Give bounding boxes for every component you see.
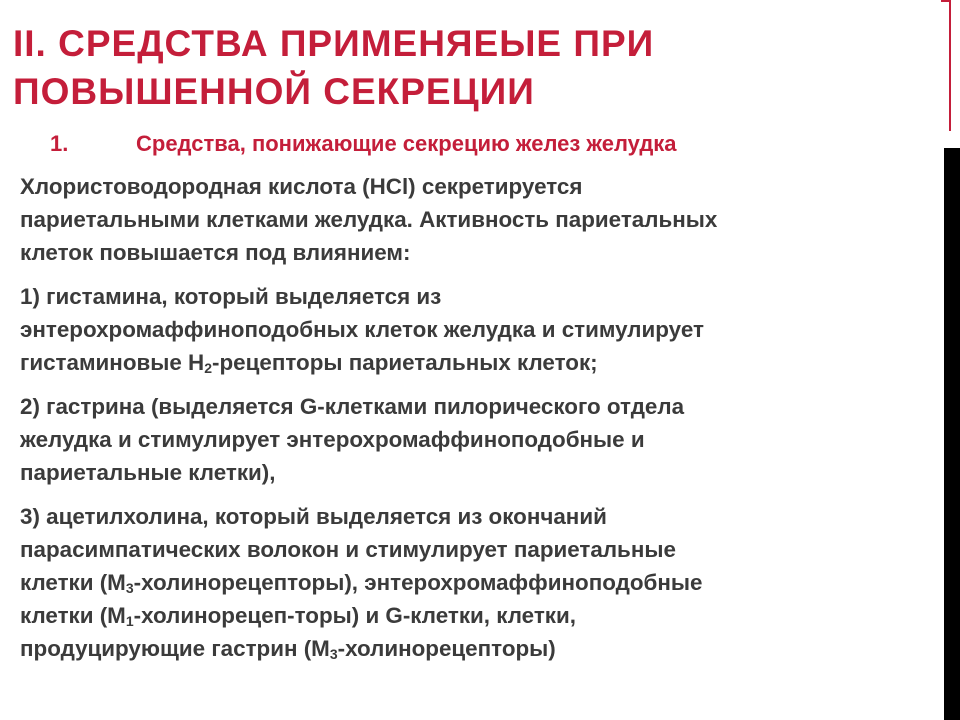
subscript: 1 — [125, 613, 134, 629]
slide-title-line-2: ПОВЫШЕННОЙ СЕКРЕЦИИ — [13, 71, 535, 112]
text-segment: -холинорецепторы) — [337, 636, 556, 661]
intro-line: Хлористоводородная кислота (HCl) секретируется — [20, 174, 583, 199]
text-segment: -холинорецепторы), энтерохромаффиноподобные — [133, 570, 703, 595]
subheading — [50, 130, 930, 158]
right-edge-bar — [944, 148, 960, 720]
item-line — [20, 599, 935, 632]
intro-line: клеток повышается под влиянием: — [20, 240, 411, 265]
item-line: парасимпатических волокон и стимулирует париетальные — [20, 537, 676, 562]
slide-title — [13, 20, 913, 116]
text-segment: клетки (М — [20, 570, 126, 595]
intro-paragraph — [20, 170, 935, 269]
intro-line: париетальными клетками желудка. Активность париетальных — [20, 207, 718, 232]
text-segment: продуцирующие гастрин (М — [20, 636, 330, 661]
item-line: 2) гастрина (выделяется G-клетками пилорического отдела — [20, 394, 685, 419]
item-line: 3) ацетилхолина, который выделяется из окончаний — [20, 504, 607, 529]
subscript: 3 — [329, 646, 338, 662]
subscript: 3 — [125, 580, 134, 596]
corner-bracket-decoration — [940, 0, 952, 132]
slide-title-line-1: II. СРЕДСТВА ПРИМЕНЯЕЫЕ ПРИ — [13, 23, 655, 64]
list-item-acetylcholine — [20, 500, 935, 665]
list-item-gastrin — [20, 390, 935, 489]
text-segment: клетки (М — [20, 603, 126, 628]
item-line — [20, 632, 935, 665]
subheading-number: 1. — [50, 131, 69, 156]
list-item-histamine — [20, 280, 935, 379]
item-line: 1) гистамина, который выделяется из — [20, 284, 442, 309]
item-line: энтерохромаффиноподобных клеток желудка и стимулирует — [20, 317, 704, 342]
text-segment: -холинорецеп-торы) и G-клетки, клетки, — [133, 603, 576, 628]
item-line: париетальные клетки), — [20, 460, 276, 485]
item-line — [20, 346, 935, 379]
subheading-text: Средства, понижающие секрецию желез желудка — [136, 131, 677, 156]
text-segment: -рецепторы париетальных клеток; — [212, 350, 598, 375]
item-line: желудка и стимулирует энтерохромаффиноподобные и — [20, 427, 645, 452]
subscript: 2 — [204, 360, 213, 376]
item-line — [20, 566, 935, 599]
text-segment: гистаминовые Н — [20, 350, 205, 375]
slide-body — [20, 170, 935, 676]
